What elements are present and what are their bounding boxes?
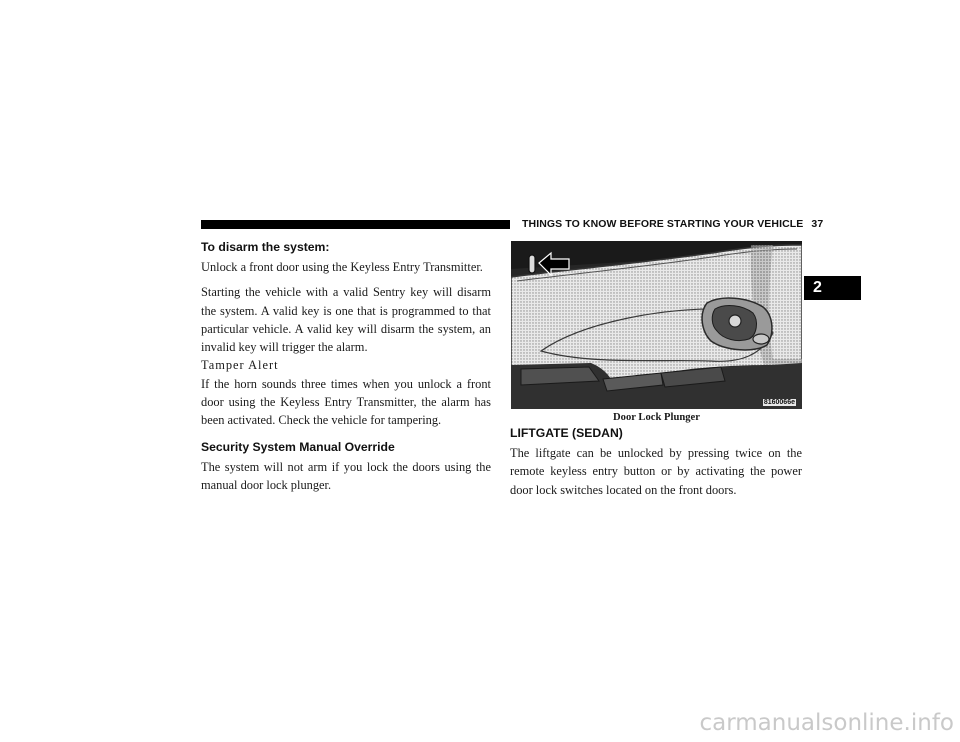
liftgate-paragraph: The liftgate can be unlocked by pressing twice on the remote keyless entry button or by activating the power door lock switches located on the front doors. [510, 446, 802, 497]
header-rule [201, 220, 510, 229]
override-paragraph: The system will not arm if you lock the doors using the manual door lock plunger. [201, 459, 491, 492]
disarm-paragraph-1: Unlock a front door using the Keyless Entry Transmitter. [201, 260, 483, 274]
override-heading: Security System Manual Override [201, 439, 395, 454]
liftgate-heading: LIFTGATE (SEDAN) [510, 426, 623, 440]
figure-id: 8160066e [763, 399, 795, 406]
chapter-tab [804, 276, 861, 300]
chapter-number: 2 [813, 279, 822, 296]
site-watermark: carmanualsonline.info [699, 710, 954, 736]
figure-caption: Door Lock Plunger [613, 412, 700, 423]
running-header [522, 217, 824, 231]
disarm-heading: To disarm the system: [201, 240, 330, 254]
left-column [201, 240, 491, 494]
page-number: 37 [811, 218, 824, 230]
door-lock-plunger-figure [511, 241, 802, 409]
disarm-paragraph-2: Starting the vehicle with a valid Sentry key will disarm the system. A valid key is one that is programmed to that particular vehicle. A valid key will disarm the system, an invalid key will trigger the alarm. [201, 285, 491, 355]
tamper-heading: Tamper Alert [201, 358, 279, 373]
right-column [510, 426, 802, 499]
running-title: THINGS TO KNOW BEFORE STARTING YOUR VEHICLE [522, 218, 804, 230]
tamper-paragraph: If the horn sounds three times when you unlock a front door using the Keyless Entry Transmitter, the alarm has been activated. Check the vehicle for tampering. [201, 376, 491, 428]
door-panel-illustration [511, 241, 802, 409]
